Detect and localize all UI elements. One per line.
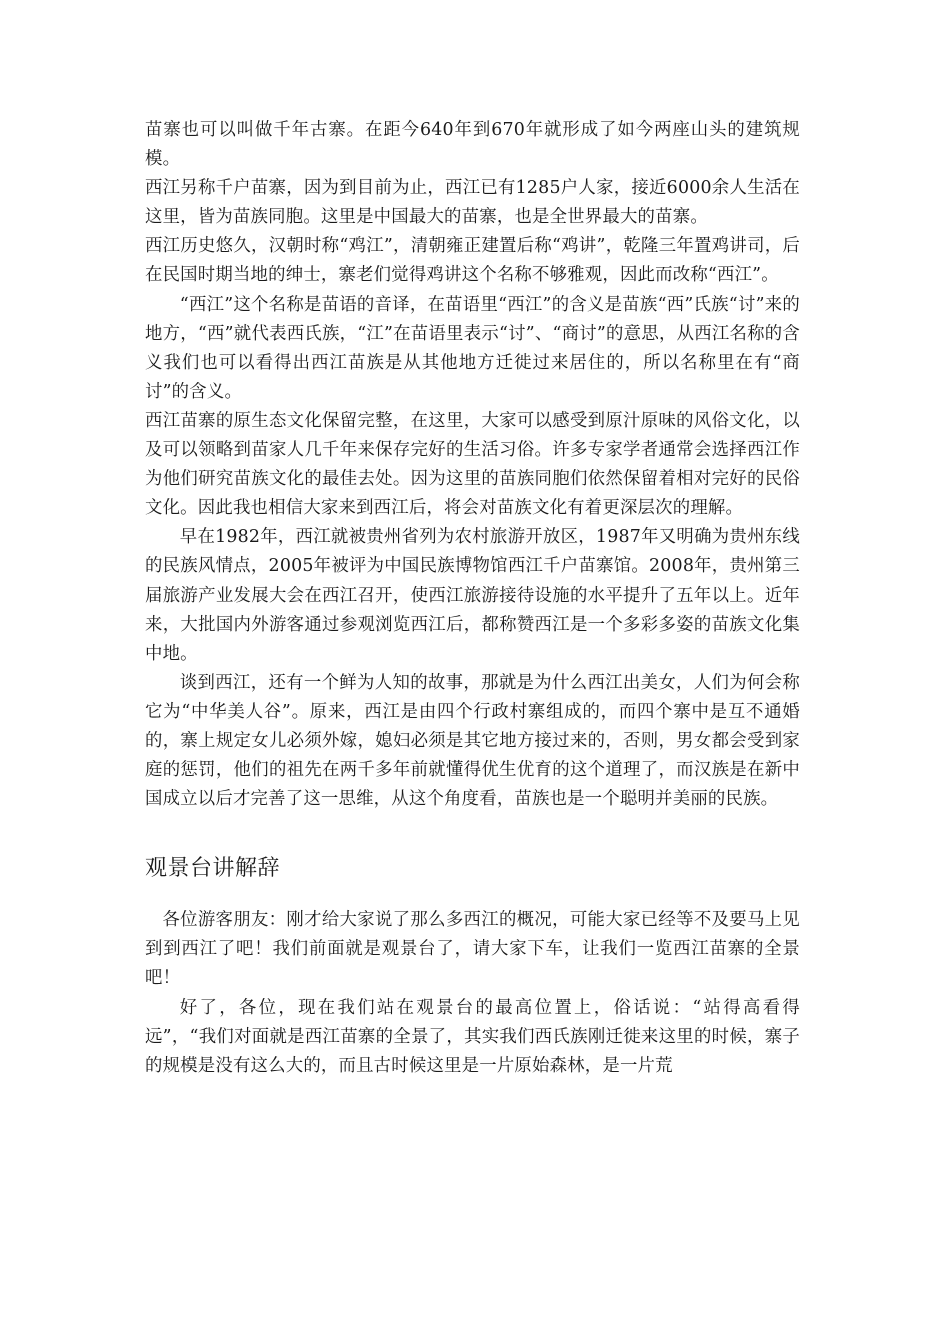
paragraph-panorama: 好了，各位，现在我们站在观景台的最高位置上，俗话说：“站得高看得远”，“我们对面就是西江苗寨的全景了，其实我们西氏族刚迁徙来这里的时候，寨子的规模是没有这么大的，而且古时候这里是一片原始森林，是一片荒 (145, 997, 800, 1076)
paragraph-tourism-history: 早在1982年，西江就被贵州省列为农村旅游开放区，1987年又明确为贵州东线的民族风情点，2005年被评为中国民族博物馆西江千户苗寨馆。2008年，贵州第三届旅游产业发展大会在西江召开，使西江旅游接待设施的水平提升了五年以上。近年来，大批国内外游客通过参观浏览西江后，都称赞西江是一个多彩多姿的苗族文化集中地。 (145, 527, 800, 664)
paragraph-thousand-households: 西江另称千户苗寨，因为到目前为止，西江已有1285户人家，接近6000余人生活在这里，皆为苗族同胞。这里是中国最大的苗寨，也是全世界最大的苗寨。 (145, 178, 800, 228)
section-heading-viewing-platform: 观景台讲解辞 (145, 856, 281, 882)
paragraph-beauty-valley: 谈到西江，还有一个鲜为人知的故事，那就是为什么西江出美女，人们为何会称它为“中华美人谷”。原来，西江是由四个行政村寨组成的，而四个寨中是互不通婚的，寨上规定女儿必须外嫁，媳妇必须是其它地方接过来的，否则，男女都会受到家庭的惩罚，他们的祖先在两千多年前就懂得优生优育的这个道理了，而汉族是在新中国成立以后才完善了这一思维，从这个角度看，苗族也是一个聪明并美丽的民族。 (145, 672, 800, 810)
paragraph-name-meaning: “西江”这个名称是苗语的音译，在苗语里“西江”的含义是苗族“西”氏族“讨”来的地方，“西”就代表西氏族，“江”在苗语里表示“讨”、“商讨”的意思，从西江名称的含义我们也可以看得出西江苗族是从其他地方迁徙过来居住的，所以名称里在有“商讨”的含义。 (145, 294, 800, 402)
document-body (145, 116, 800, 1081)
paragraph-welcome: 各位游客朋友：刚才给大家说了那么多西江的概况，可能大家已经等不及要马上见到到西江了吧！我们前面就是观景台了，请大家下车，让我们一览西江苗寨的全景吧！ (145, 910, 800, 989)
paragraph-culture: 西江苗寨的原生态文化保留完整，在这里，大家可以感受到原汁原味的风俗文化，以及可以领略到苗家人几千年来保存完好的生活习俗。许多专家学者通常会选择西江作为他们研究苗族文化的最佳去处。因为这里的苗族同胞们依然保留着相对完好的民俗文化。因此我也相信大家来到西江后，将会对苗族文化有着更深层次的理解。 (145, 410, 800, 519)
paragraph-name-history: 西江历史悠久，汉朝时称“鸡江”，清朝雍正建置后称“鸡讲”，乾隆三年置鸡讲司，后在民国时期当地的绅士，寨老们觉得鸡讲这个名称不够雅观，因此而改称“西江”。 (145, 236, 800, 286)
paragraph-ancient-village: 苗寨也可以叫做千年古寨。在距今640年到670年就形成了如今两座山头的建筑规模。 (145, 120, 800, 170)
